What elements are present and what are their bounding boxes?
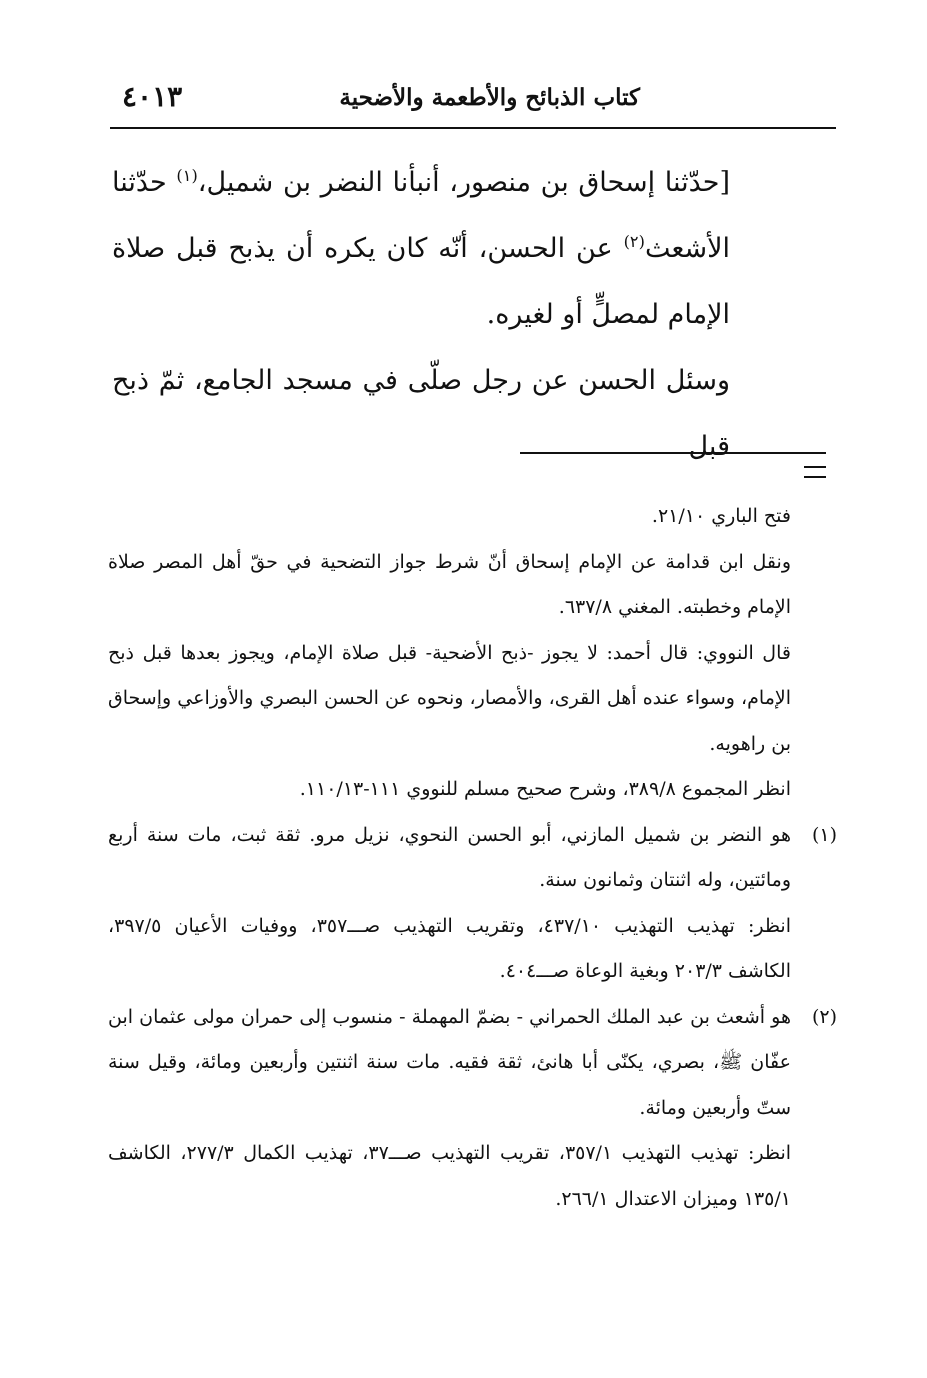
continuation-mark	[804, 466, 826, 478]
footnote-1-references: انظر: تهذيب التهذيب ٤٣٧/١٠، وتقريب التهذيب صـــ٣٥٧، ووفيات الأعيان ٣٩٧/٥، الكاشف ٢٠٣/٣ وبغية الوعاة صـــ٤٠٤.	[108, 914, 791, 982]
main-paragraph-1	[112, 150, 730, 348]
running-header	[110, 80, 836, 126]
main-text-segment: حدّثنا الأشعث	[112, 167, 730, 264]
footnote-ref-1: (١)	[176, 166, 198, 185]
note-continuation-1: فتح الباري ٢١/١٠.	[651, 505, 791, 527]
note-continuation-2: ونقل ابن قدامة عن الإمام إسحاق أنّ شرط جواز التضحية في حقّ أهل المصر صلاة الإمام وخطبته. المغني ٦٣٧/٨.	[108, 550, 791, 618]
footnote-1-text: هو النضر بن شميل المازني، أبو الحسن النحوي، نزيل مرو. ثقة ثبت، مات سنة أربع ومائتين، وله اثنتان وثمانون سنة.	[108, 823, 791, 891]
footnote-2-references: انظر: تهذيب التهذيب ٣٥٧/١، تقريب التهذيب صـــ٣٧، تهذيب الكمال ٢٧٧/٣، الكاشف ١٣٥/١ وميزان الاعتدال ٢٦٦/١.	[108, 1142, 792, 1210]
footnote-separator	[520, 452, 826, 454]
main-text	[112, 150, 730, 480]
note-continuation-3: قال النووي: قال أحمد: لا يجوز -ذبح الأضحية- قبل صلاة الإمام، ويجوز بعدها قبل ذبح الإمام، وسواء عنده أهل القرى، والأمصار، ونحوه عن الحسن البصري والأوزاعي وإسحاق بن راهويه.	[108, 641, 791, 755]
main-text-segment: عن الحسن، أنّه كان يكره أن يذبح قبل صلاة الإمام لمصلٍّ أو لغيره.	[112, 233, 730, 330]
footnote-1	[108, 813, 837, 995]
footnotes	[108, 494, 837, 1222]
page-number: ٤٠١٣	[122, 80, 183, 113]
footnote-2-number: (٢)	[811, 1005, 837, 1028]
main-text-segment: [حدّثنا إسحاق بن منصور، أنبأنا النضر بن شميل،	[197, 167, 731, 198]
note-continuation-4: انظر المجموع ٣٨٩/٨، وشرح صحيح مسلم للنووي ١١١-١١٠/١٣.	[299, 778, 791, 800]
book-title: كتاب الذبائح والأطعمة والأضحية	[339, 84, 640, 111]
footnote-1-number: (١)	[811, 823, 837, 846]
footnote-2-text: هو أشعث بن عبد الملك الحمراني - بضمّ المهملة - منسوب إلى حمران مولى عثمان ابن عفّان ﷺ، بصري، يكنّى أبا هانئ، ثقة فقيه. مات سنة اثنتين وأربعين ومائة، وقيل سنة ستّ وأربعين ومائة.	[108, 1005, 791, 1119]
footnote-2	[108, 995, 837, 1223]
footnote-ref-2: (٢)	[623, 232, 645, 251]
main-paragraph-2: وسئل الحسن عن رجل صلّى في مسجد الجامع، ثمّ ذبح قبل	[112, 365, 730, 462]
header-rule	[110, 127, 836, 129]
